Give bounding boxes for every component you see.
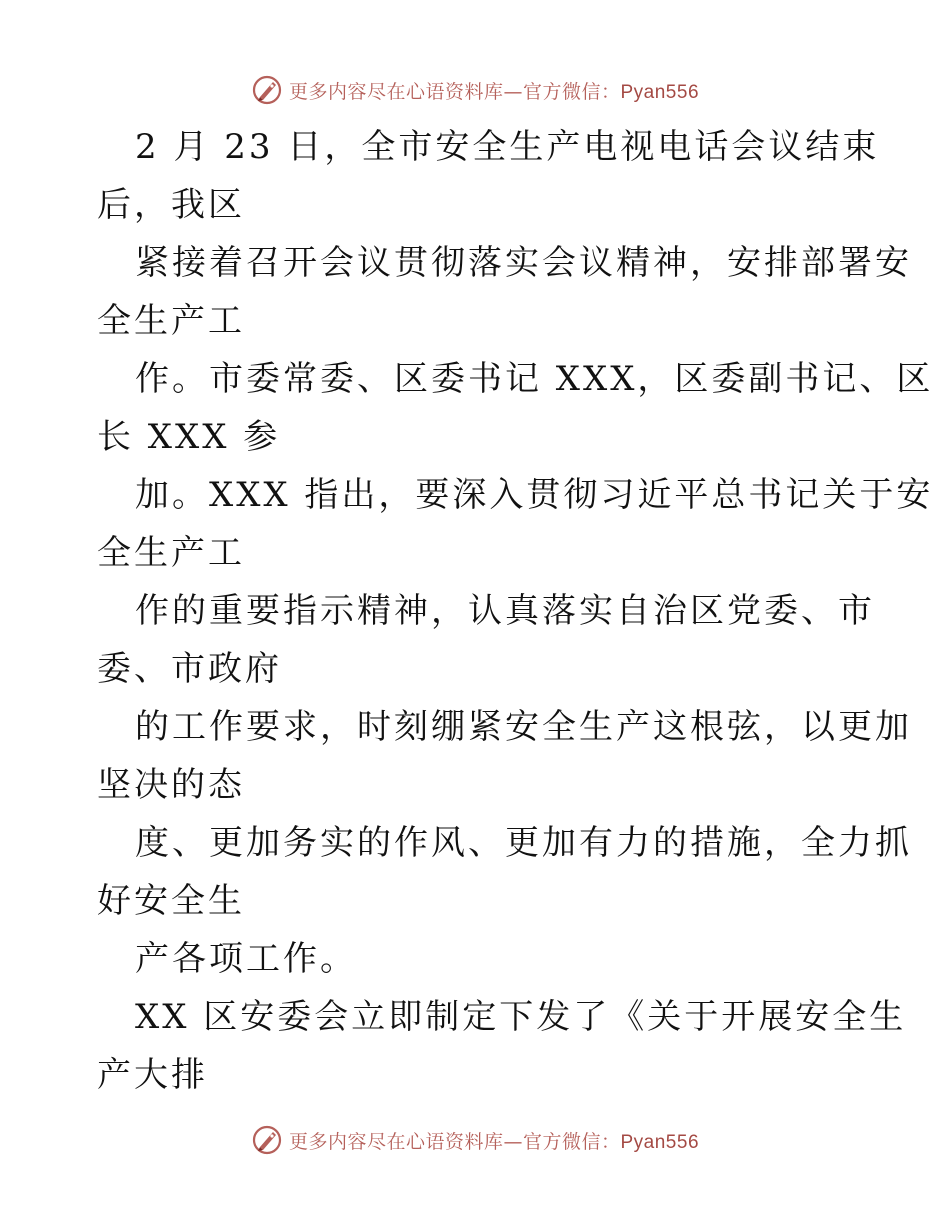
header-watermark	[0, 72, 950, 108]
paragraph-line: 全生产工	[97, 301, 245, 341]
pen-logo-icon	[251, 74, 283, 106]
paragraph-line: XX 区安委会立即制定下发了《关于开展安全生	[135, 997, 907, 1037]
watermark-text: 更多内容尽在心语资料库—官方微信：Pyan556	[288, 1130, 700, 1153]
paragraph-line: 度、更加务实的作风、更加有力的措施，全力抓	[135, 823, 912, 863]
paragraph-line: 作。市委常委、区委书记 XXX，区委副书记、区	[135, 359, 934, 399]
paragraph-line: 后，我区	[97, 185, 245, 225]
paragraph-line: 长 XXX 参	[97, 417, 281, 457]
paragraph-line: 坚决的态	[97, 765, 245, 805]
paragraph-line: 产各项工作。	[135, 939, 357, 979]
paragraph-line: 加。XXX 指出，要深入贯彻习近平总书记关于安	[135, 475, 934, 515]
paragraph-line: 的工作要求，时刻绷紧安全生产这根弦，以更加	[135, 707, 912, 747]
paragraph-line: 全生产工	[97, 533, 245, 573]
paragraph-line: 紧接着召开会议贯彻落实会议精神，安排部署安	[135, 243, 912, 283]
footer-watermark	[0, 1122, 950, 1158]
paragraph-line: 委、市政府	[97, 649, 282, 689]
paragraph-line: 2 月 23 日，全市安全生产电视电话会议结束	[135, 127, 880, 167]
paragraph-line: 作的重要指示精神，认真落实自治区党委、市	[135, 591, 875, 631]
paragraph-line: 产大排	[97, 1055, 208, 1095]
pen-logo-icon	[251, 1124, 283, 1156]
paragraph-line: 好安全生	[97, 881, 245, 921]
watermark-text: 更多内容尽在心语资料库—官方微信：Pyan556	[288, 80, 700, 103]
